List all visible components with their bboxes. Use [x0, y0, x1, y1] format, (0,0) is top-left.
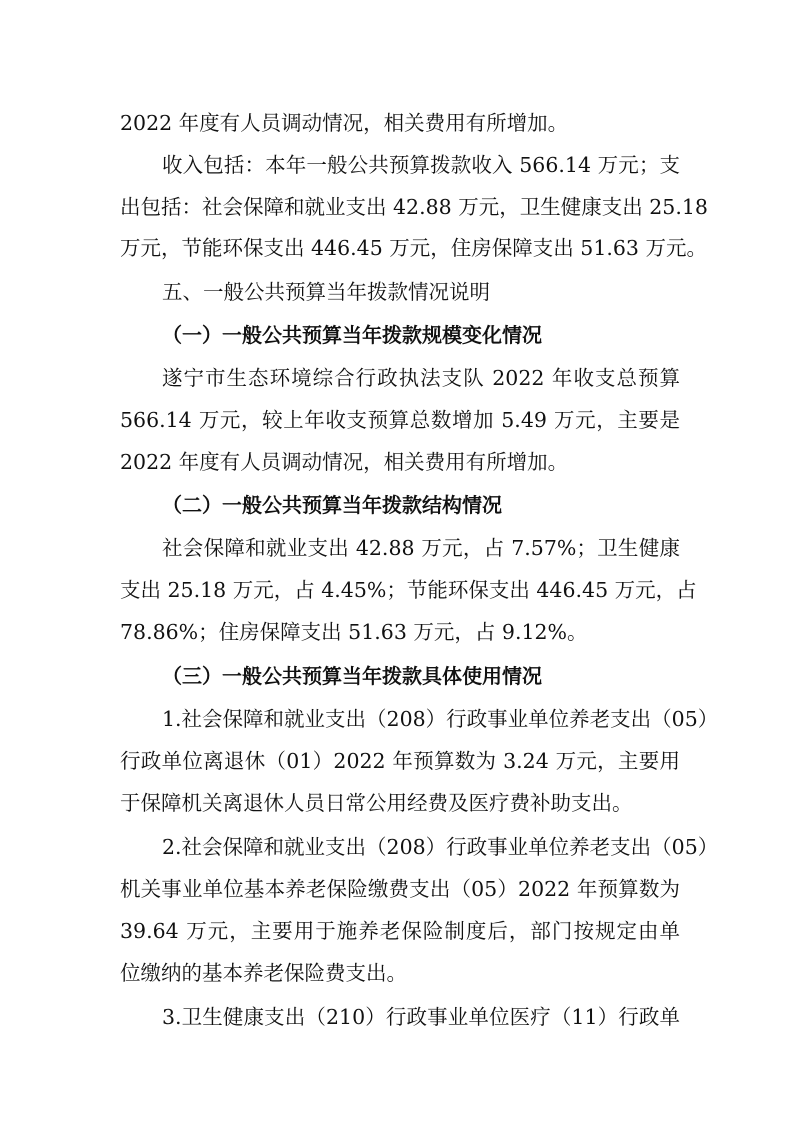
list-item-line: 3.卫生健康支出（210）行政事业单位医疗（11）行政单	[162, 1005, 680, 1029]
paragraph-line: 社会保障和就业支出 42.88 万元，占 7.57%；卫生健康	[162, 536, 680, 560]
income-paragraph-line: 收入包括：本年一般公共预算拨款收入 566.14 万元；支	[162, 153, 680, 177]
income-paragraph-line: 万元，节能环保支出 446.45 万元，住房保障支出 51.63 万元。	[120, 236, 707, 260]
list-item-line: 位缴纳的基本养老保险费支出。	[120, 961, 407, 985]
list-item-line: 1.社会保障和就业支出（208）行政事业单位养老支出（05）	[162, 707, 719, 731]
paragraph-line: 支出 25.18 万元，占 4.45%；节能环保支出 446.45 万元，占	[120, 578, 697, 602]
subsection-heading: （三）一般公共预算当年拨款具体使用情况	[162, 664, 542, 688]
subsection-heading: （二）一般公共预算当年拨款结构情况	[162, 493, 502, 517]
paragraph-line: 78.86%；住房保障支出 51.63 万元，占 9.12%。	[120, 620, 588, 644]
list-item-line: 行政单位离退休（01）2022 年预算数为 3.24 万元，主要用	[120, 749, 680, 773]
subsection-heading: （一）一般公共预算当年拨款规模变化情况	[162, 323, 542, 347]
list-item-line: 39.64 万元，主要用于施养老保险制度后，部门按规定由单	[120, 919, 680, 943]
paragraph-line: 2022 年度有人员调动情况，相关费用有所增加。	[120, 111, 569, 135]
list-item-line: 2.社会保障和就业支出（208）行政事业单位养老支出（05）	[162, 835, 719, 859]
list-item-line: 机关事业单位基本养老保险缴费支出（05）2022 年预算数为	[120, 877, 680, 901]
section-heading: 五、一般公共预算当年拨款情况说明	[162, 280, 490, 304]
income-paragraph-line: 出包括：社会保障和就业支出 42.88 万元，卫生健康支出 25.18	[120, 195, 708, 219]
list-item-line: 于保障机关离退休人员日常公用经费及医疗费补助支出。	[120, 791, 633, 815]
paragraph-line: 566.14 万元，较上年收支预算总数增加 5.49 万元，主要是	[120, 408, 680, 432]
paragraph-line: 遂宁市生态环境综合行政执法支队 2022 年收支总预算	[162, 366, 680, 390]
paragraph-line: 2022 年度有人员调动情况，相关费用有所增加。	[120, 450, 569, 474]
